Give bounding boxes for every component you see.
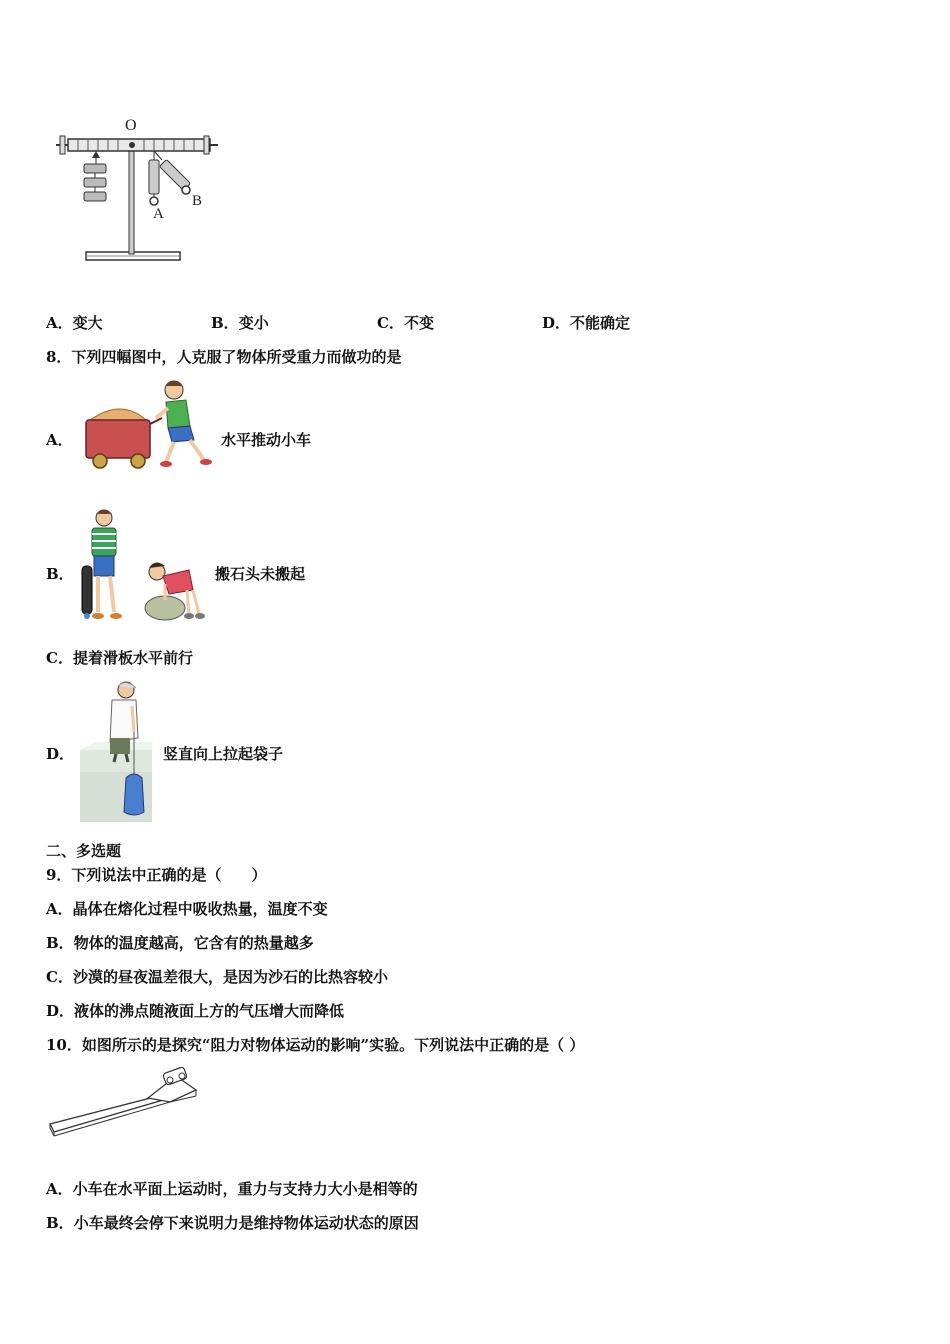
q9-option-b[interactable]: B．物体的温度越高，它含有的热量越多 [46, 934, 314, 952]
q8-option-d-letter[interactable]: D． [46, 745, 75, 763]
q8-option-c[interactable]: C．提着滑板水平前行 [46, 649, 193, 667]
push-cart-illustration [82, 378, 217, 470]
q7-option-c[interactable]: C．不变 [377, 314, 434, 332]
q8-option-a-caption: 水平推动小车 [221, 431, 312, 449]
lift-stone-illustration [143, 556, 207, 622]
q8-option-b-caption: 搬石头未搬起 [215, 565, 306, 583]
section-title: 二、多选题 [46, 842, 122, 860]
label-o: O [125, 117, 137, 134]
carry-skateboard-illustration [78, 508, 128, 626]
q9-option-a[interactable]: A．晶体在熔化过程中吸收热量，温度不变 [46, 900, 328, 918]
lever-figure [50, 112, 230, 272]
q8-option-d-caption: 竖直向上拉起袋子 [163, 745, 284, 763]
q9-option-c[interactable]: C．沙漠的昼夜温差很大，是因为沙石的比热容较小 [46, 968, 388, 986]
q8-stem: 8．下列四幅图中，人克服了物体所受重力而做功的是 [46, 348, 402, 366]
label-a: A [153, 206, 164, 222]
pull-bag-illustration [80, 680, 156, 822]
q10-stem: 10．如图所示的是探究“阻力对物体运动的影响”实验。下列说法中正确的是（ ） [46, 1036, 585, 1054]
q9-stem: 9．下列说法中正确的是（ ） [46, 866, 267, 884]
ramp-cart-figure [48, 1066, 200, 1142]
q9-option-d[interactable]: D．液体的沸点随液面上方的气压增大而降低 [46, 1002, 345, 1020]
q7-option-b[interactable]: B．变小 [211, 314, 269, 332]
q7-option-a[interactable]: A．变大 [46, 314, 103, 332]
q10-option-b[interactable]: B．小车最终会停下来说明力是维持物体运动状态的原因 [46, 1214, 419, 1232]
label-b: B [192, 193, 203, 209]
q8-option-a-letter[interactable]: A． [46, 431, 73, 449]
q7-option-d[interactable]: D．不能确定 [542, 314, 631, 332]
q8-option-b-letter[interactable]: B． [46, 565, 74, 583]
q10-option-a[interactable]: A．小车在水平面上运动时，重力与支持力大小是相等的 [46, 1180, 418, 1198]
